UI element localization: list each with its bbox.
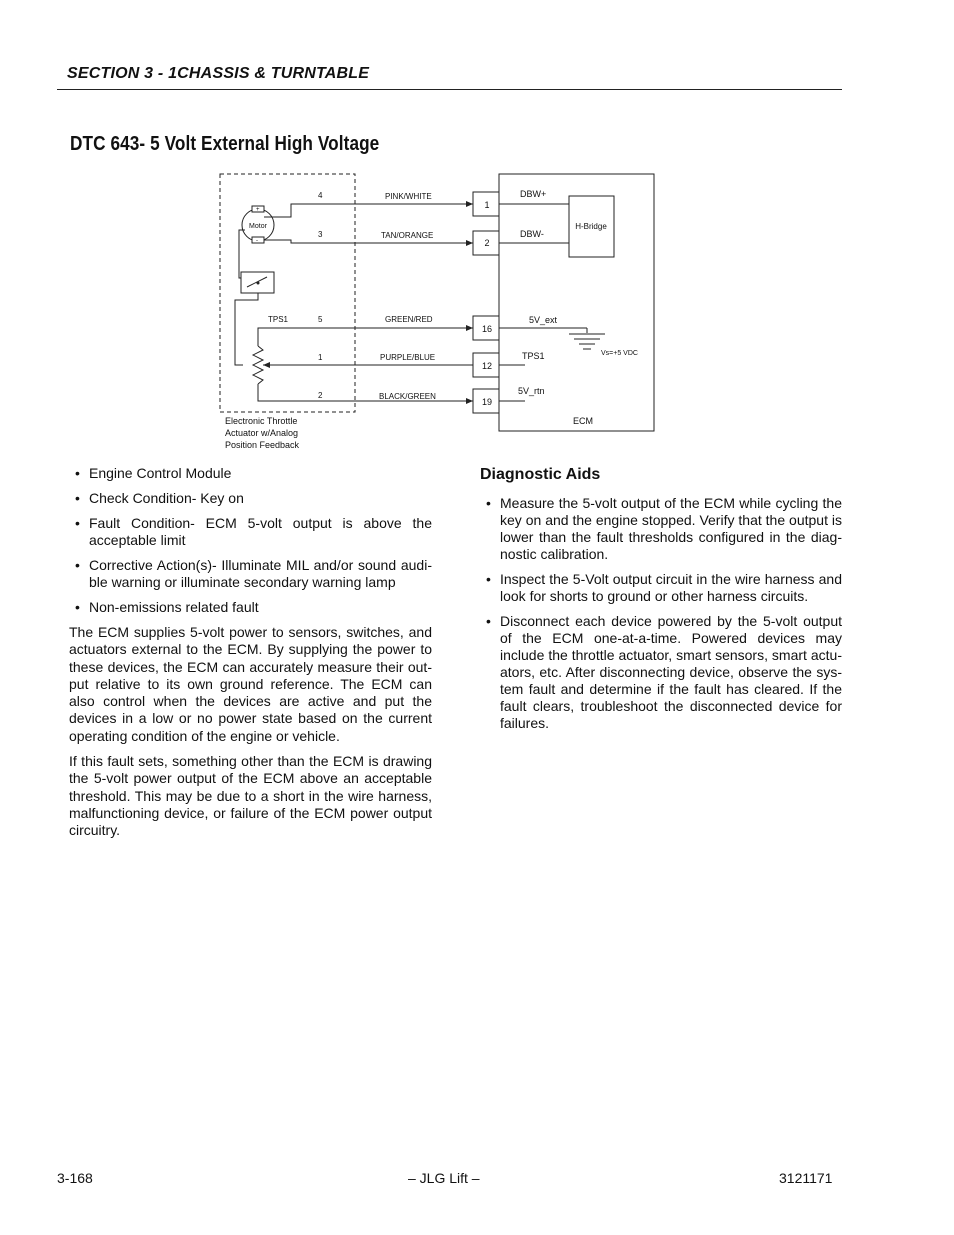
ecm-label: ECM [573,416,593,426]
list-item: • Engine Control Module [69,465,432,482]
list-item: • Fault Condition- ECM 5-volt output is above the acceptable limit [69,515,432,549]
section-header: SECTION 3 - 1CHASSIS & TURNTABLE [67,65,370,82]
header-rule [57,89,842,90]
signal-dbw-plus: DBW+ [520,189,547,199]
svg-text:2: 2 [318,391,323,400]
list-item: • Measure the 5-volt output of the ECM while cycling the key on and the engine stopped. Verify that the output is lower than the fault thresholds configured in the diag-nostic calibration. [480,495,842,563]
list-item: • Non-emissions related fault [69,599,432,616]
right-column [480,465,842,740]
list-item: • Check Condition- Key on [69,490,432,507]
svg-text:1: 1 [484,200,490,210]
svg-text:BLACK/GREEN: BLACK/GREEN [379,392,436,401]
actuator-caption-2: Actuator w/Analog [225,428,299,438]
wire-purple-blue [263,353,473,368]
actuator-boundary [220,174,355,412]
potentiometer-icon [253,346,263,384]
svg-text:19: 19 [481,397,493,407]
svg-text:PINK/WHITE: PINK/WHITE [385,192,432,201]
condition-list [69,465,432,616]
motor-label: Motor [249,223,267,230]
wire-pink-white [275,191,473,217]
wiring-diagram [215,170,660,455]
footer-center: – JLG Lift – [408,1170,480,1186]
document-number: 3121171 [779,1170,833,1186]
left-column [69,465,432,848]
wire-tan-orange [275,230,473,246]
svg-text:12: 12 [481,361,493,371]
svg-text:PURPLE/BLUE: PURPLE/BLUE [380,353,436,362]
pin-box-12 [473,353,499,377]
svg-text:16: 16 [481,324,493,334]
diagnostic-aids-heading: Diagnostic Aids [480,466,601,483]
svg-text:-: - [256,238,258,244]
wire-green-red [258,315,473,346]
svg-text:4: 4 [318,191,323,200]
pin-box-19 [473,389,499,413]
actuator-caption-1: Electronic Throttle [225,416,298,426]
svg-text:1: 1 [318,353,323,362]
svg-text:3: 3 [318,230,323,239]
svg-text:+: + [256,207,260,213]
signal-dbw-minus: DBW- [520,229,544,239]
pin-box-2 [473,231,499,255]
page-number: 3-168 [57,1170,93,1186]
list-item: • Corrective Action(s)- Illuminate MIL and/or sound audi-ble warning or illuminate secondary warning lamp [69,557,432,591]
page-title: DTC 643- 5 Volt External High Voltage [70,133,380,155]
list-item: • Disconnect each device powered by the 5-volt output of the ECM one-at-a-time. Powered devices may include the throttle actuator, smart sensors, smart actu-ators, etc. After disconnecting device, observe the sys-tem fault and determine if the fault has cleared. If the fault clears, troubleshoot the disconnected device for failures. [480,613,842,732]
signal-5v-rtn: 5V_rtn [518,386,545,396]
actuator-caption-3: Position Feedback [225,440,300,450]
paragraph: If this fault sets, something other than the ECM is drawing the 5-volt power output of the ECM above an acceptable threshold. This may be due to a short in the wire harness, malfunctioning device, or failure of the ECM power output circuitry. [69,753,432,839]
pin-box-16 [473,316,499,340]
hbridge-label: H-Bridge [575,222,607,231]
wire-black-green [258,384,473,404]
tps-label: TPS1 [268,315,289,324]
svg-text:TAN/ORANGE: TAN/ORANGE [381,231,434,240]
list-item: • Inspect the 5-Volt output circuit in the wire harness and look for shorts to ground or other harness circuits. [480,571,842,605]
signal-tps1: TPS1 [522,351,545,361]
svg-text:2: 2 [484,238,490,248]
paragraph: The ECM supplies 5-volt power to sensors, switches, and actuators external to the ECM. By supplying the power to these devices, the ECM can accurately measure their out-put relative to its own ground reference. The ECM can also control when the devices are active and put the devices in a low or no power state based on the current operating condition of the engine or vehicle. [69,624,432,744]
signal-5v-ext: 5V_ext [529,315,558,325]
pin-box-1 [473,192,499,216]
svg-text:GREEN/RED: GREEN/RED [385,315,433,324]
diagnostic-aids-list [480,495,842,732]
supply-label: Vs=+5 VDC [601,350,638,357]
svg-text:5: 5 [318,315,323,324]
